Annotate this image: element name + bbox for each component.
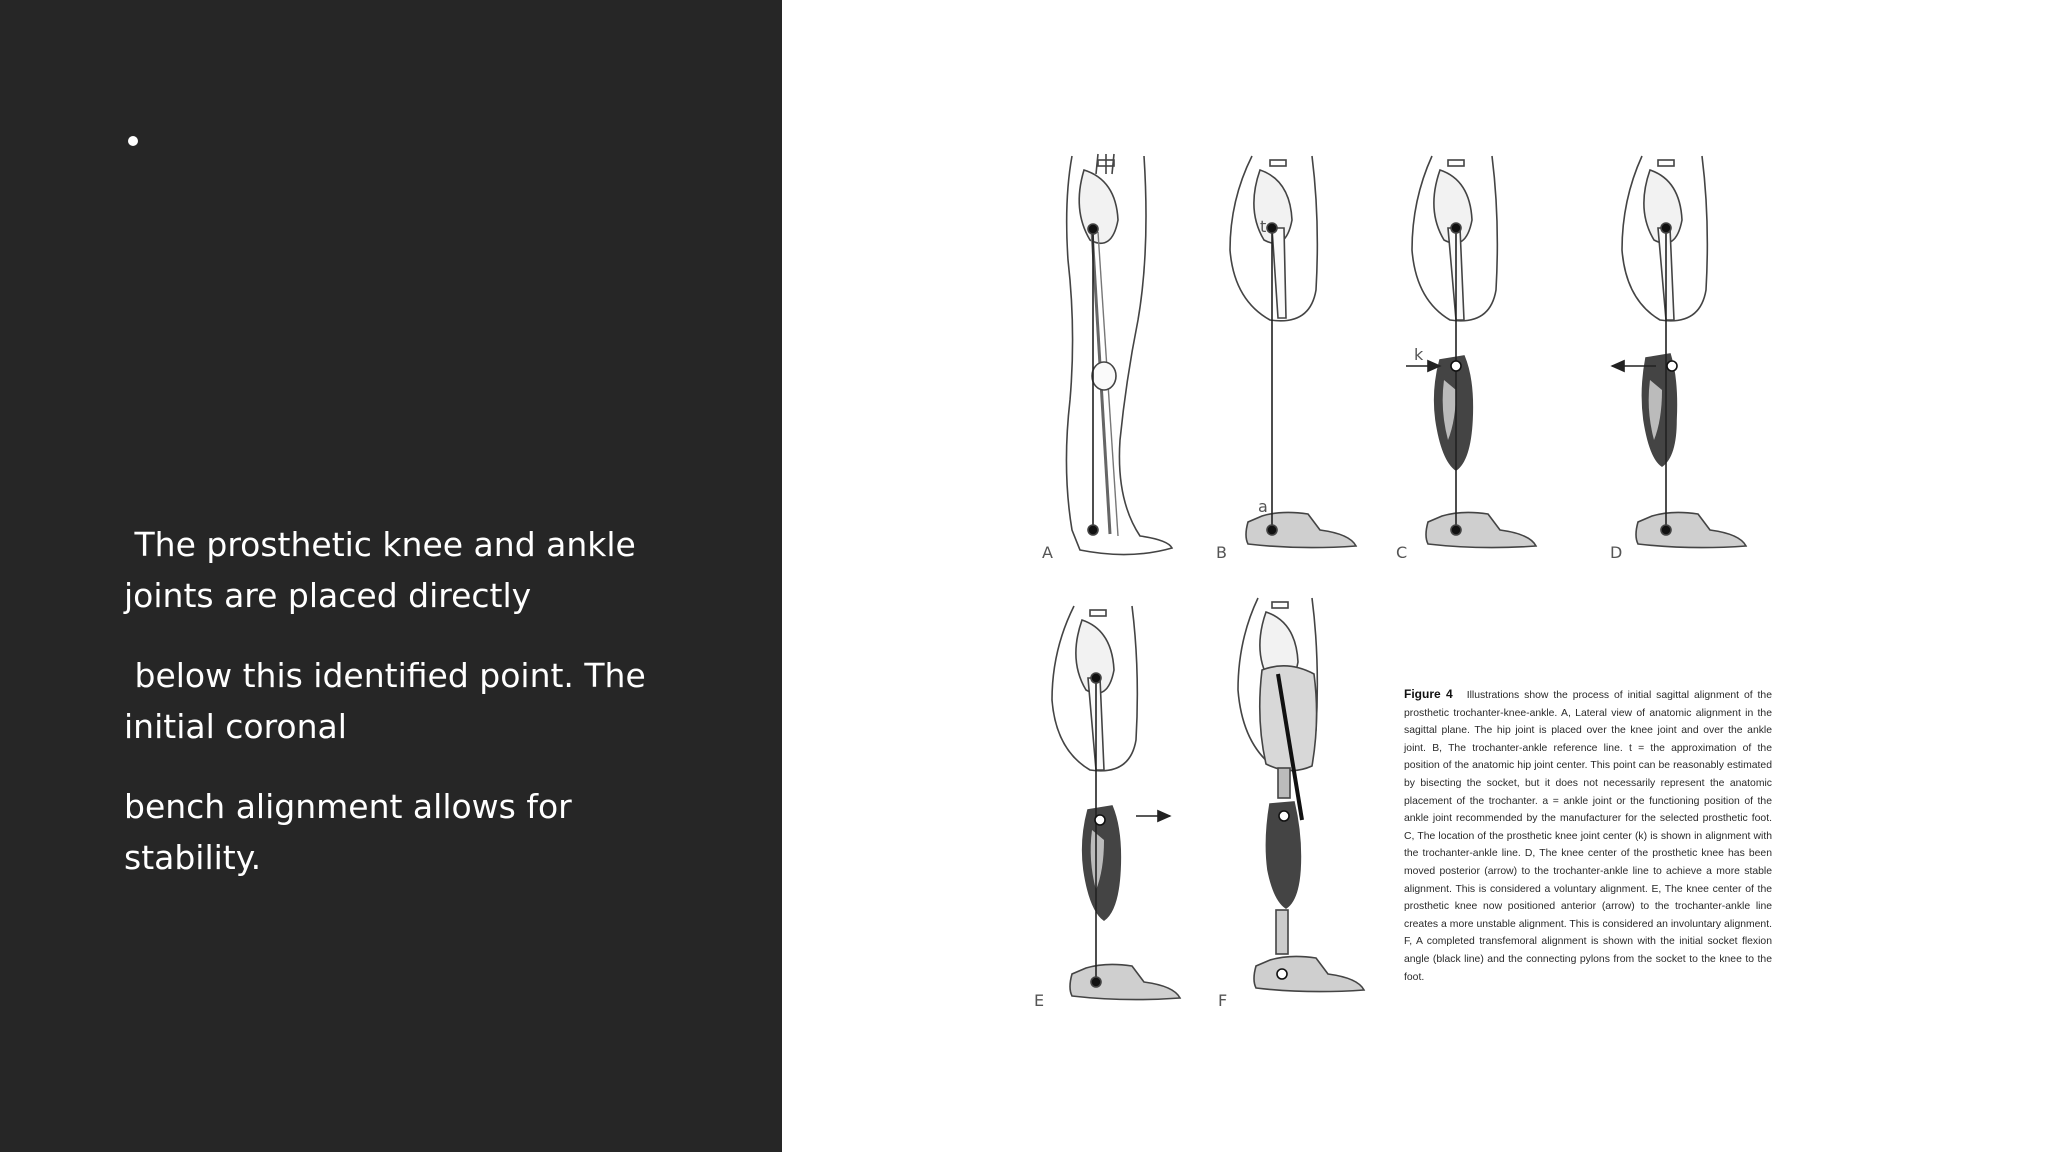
panel-label-b: B xyxy=(1216,543,1227,562)
figure-caption-text: Illustrations show the process of initial sagittal alignment of the prosthetic trochanter-knee-ankle. A, Lateral view of anatomic alignment in the sagittal plane. The hip joint is placed over the knee joint and over the ankle joint. B, The trochanter-ankle reference line. t = the approximation of the position of the anatomic hip joint center. This point can be reasonably estimated by bisecting the socket, but it does not necessarily represent the anatomic placement of the trochanter. a = ankle joint or the functioning position of the ankle joint recommended by the manufacturer for the selected prosthetic foot. C, The location of the prosthetic knee joint center (k) is shown in alignment with the trochanter-ankle line. D, The knee center of the prosthetic knee has been moved posterior (arrow) to the trochanter-ankle line to achieve a more stable alignment. This is considered a voluntary alignment. E, The knee center of the prosthetic knee now positioned anterior (arrow) to the trochanter-ankle line creates a more unstable alignment. This is considered an involuntary alignment. F, A completed transfemoral alignment is shown with the initial socket flexion angle (black line) and the connecting pylons from the socket to the knee to the foot. xyxy=(1404,690,1772,983)
panel-f-completed-alignment xyxy=(1238,598,1364,992)
figure-caption-label: Figure 4 xyxy=(1404,687,1453,701)
panel-c-knee-on-line xyxy=(1412,156,1536,548)
figure-caption xyxy=(1404,686,1772,986)
panel-label-f: F xyxy=(1218,991,1228,1010)
panel-b-reference-line xyxy=(1230,156,1356,548)
panel-a-anatomic-leg xyxy=(1066,154,1172,555)
point-label-t: t xyxy=(1260,217,1267,236)
panel-label-e: E xyxy=(1034,991,1045,1010)
panel-label-d: D xyxy=(1610,543,1623,562)
point-label-a: a xyxy=(1258,497,1268,516)
panel-d-knee-posterior xyxy=(1622,156,1746,548)
panel-label-c: C xyxy=(1396,543,1408,562)
paragraph-3: bench alignment allows for stability. xyxy=(124,787,583,877)
bullet-point xyxy=(128,136,138,146)
paragraph-1: The prosthetic knee and ankle joints are placed directly xyxy=(124,525,647,615)
panel-e-knee-anterior xyxy=(1052,606,1180,1000)
point-label-k: k xyxy=(1414,345,1424,364)
left-text-panel xyxy=(0,0,782,1152)
panel-label-a: A xyxy=(1042,543,1053,562)
paragraph-2: below this identified point. The initial coronal xyxy=(124,656,657,746)
